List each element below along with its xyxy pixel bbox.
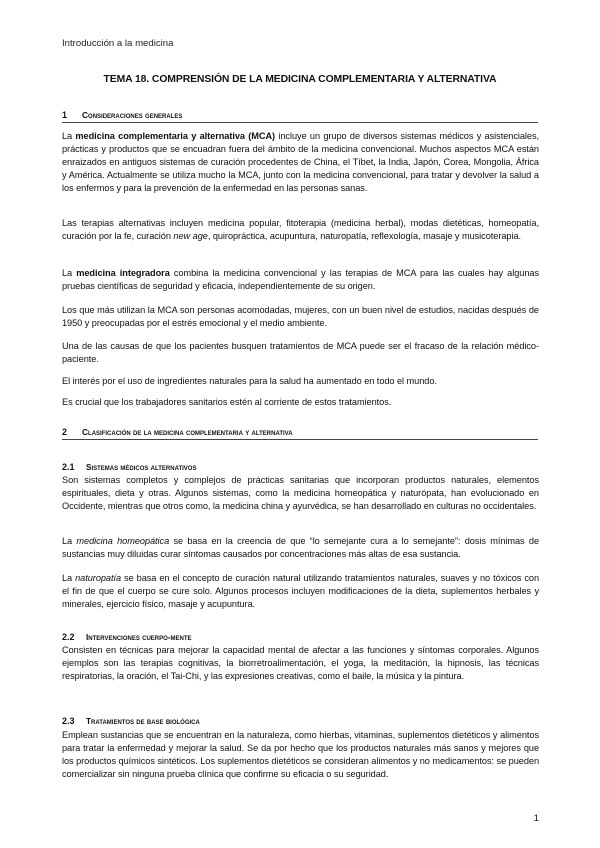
subsection-number: 2.2 <box>62 632 75 642</box>
section-title: Consideraciones generales <box>82 110 183 120</box>
section-number: 1 <box>62 110 68 120</box>
italic-term: medicina homeopática <box>76 536 170 546</box>
text: La <box>62 573 76 583</box>
text: combina la medicina convencional y las terapias de MCA para las cuales hay algunas pruebas científicas de seguridad y eficacia, independientemente de su origen. <box>62 268 539 292</box>
paragraph <box>62 217 539 243</box>
paragraph: Es crucial que los trabajadores sanitarios estén al corriente de estos tratamientos. <box>62 397 392 407</box>
text: se basa en la creencia de que “lo semejante cura a lo semejante”: dosis mínimas de sustancias muy diluidas curar síntomas causados por concentraciones más altas de esa sustancia. <box>62 536 539 560</box>
page-number: 1 <box>533 813 539 824</box>
section-title: Clasificación de la medicina complementaria y alternativa <box>82 427 293 437</box>
paragraph <box>62 130 539 195</box>
section-number: 2 <box>62 427 68 437</box>
section-heading-2 <box>62 427 538 440</box>
section-heading-1 <box>62 110 538 123</box>
bold-term: medicina integradora <box>76 268 170 278</box>
paragraph: Son sistemas completos y complejos de prácticas sanitarias que incorporan productos naturales, elementos espirituales, dieta y otras. Algunos sistemas, como la medicina homeopática y naturópata, han evolucionado en Occidente, mientras que otros como, la medicina china y ayurvédica, se han desarrollado en culturas no occidentales. <box>62 475 539 512</box>
paragraph: Una de las causas de que los pacientes busquen tratamientos de MCA puede ser el fracaso de la relación médico-paciente. <box>62 341 539 365</box>
subsection-title: Sistemas médicos alternativos <box>86 463 197 472</box>
text: Las terapias alternativas incluyen medicina popular, fitoterapia (medicina herbal), modas dietéticas, homeopatía, curación por la fe, curación <box>62 218 539 242</box>
subsection-title: Intervenciones cuerpo-mente <box>86 633 192 642</box>
subsection-heading-2-2 <box>62 632 538 642</box>
chapter-title: TEMA 18. COMPRENSIÓN DE LA MEDICINA COMPLEMENTARIA Y ALTERNATIVA <box>103 74 497 85</box>
paragraph: Los que más utilizan la MCA son personas acomodadas, mujeres, con un buen nivel de estudios, nacidas después de 1950 y preocupadas por el estrés emocional y el medio ambiente. <box>62 305 539 329</box>
paragraph: Consisten en técnicas para mejorar la capacidad mental de afectar a las funciones y síntomas corporales. Algunos ejemplos son las terapias cognitivas, la biorretroalimentación, el yoga, la meditación, la hipnosis, las técnicas respiratorias, la oración, el Tai-Chi, y las expresiones creativas, como el baile, la música y la pintura. <box>62 645 539 682</box>
text: se basa en el concepto de curación natural utilizando tratamientos naturales, suaves y no tóxicos con el fin de que el cuerpo se cure solo. Algunos procesos incluyen modificaciones de la dieta, suplementos herbales y minerales, ejercicio físico, masaje y acupuntura. <box>62 573 540 610</box>
text: La <box>62 536 77 546</box>
subsection-title: Tratamientos de base biológica <box>86 717 200 726</box>
paragraph: El interés por el uso de ingredientes naturales para la salud ha aumentado en todo el mundo. <box>62 376 437 386</box>
paragraph <box>62 535 539 561</box>
text: , quiropráctica, acupuntura, naturopatía, reflexología, masaje y musicoterapia. <box>207 231 522 242</box>
running-header: Introducción a la medicina <box>62 38 174 49</box>
subsection-number: 2.3 <box>62 716 75 726</box>
subsection-heading-2-3 <box>62 716 538 726</box>
bold-term: medicina complementaria y alternativa (MCA) <box>75 131 276 141</box>
paragraph <box>62 572 539 611</box>
text: incluye un grupo de diversos sistemas médicos y asistenciales, prácticas y productos que se encuadran fuera del ámbito de la medicina convencional. Muchos aspectos MCA están enraizados en antiguos sistemas de curación procedentes de China, el Tíbet, la India, Japón, Corea, Mongolia, África y América. Actualmente se utiliza mucho la MCA, junto con la medicina convencional, para tratar y devolver la salud a los enfermos y para la prevención de la enfermedad en las personas sanas. <box>62 131 540 194</box>
subsection-number: 2.1 <box>62 462 75 472</box>
paragraph: Emplean sustancias que se encuentran en la naturaleza, como hierbas, vitaminas, suplementos dietéticos y alimentos para tratar la enfermedad y mejorar la salud. Se da por hecho que los productos naturales más sanos y mejores que los productos químicos sintéticos. Los suplementos dietéticos se consideran alimentos y no medicamentos: se pueden comercializar sin ninguna prueba clínica que confirme su eficacia o su seguridad. <box>62 730 539 780</box>
subsection-heading-2-1 <box>62 462 538 472</box>
text: La <box>62 268 77 278</box>
italic-term: new age <box>173 231 208 242</box>
paragraph <box>62 267 539 293</box>
text: La <box>62 131 76 141</box>
italic-term: naturopatía <box>75 573 122 583</box>
